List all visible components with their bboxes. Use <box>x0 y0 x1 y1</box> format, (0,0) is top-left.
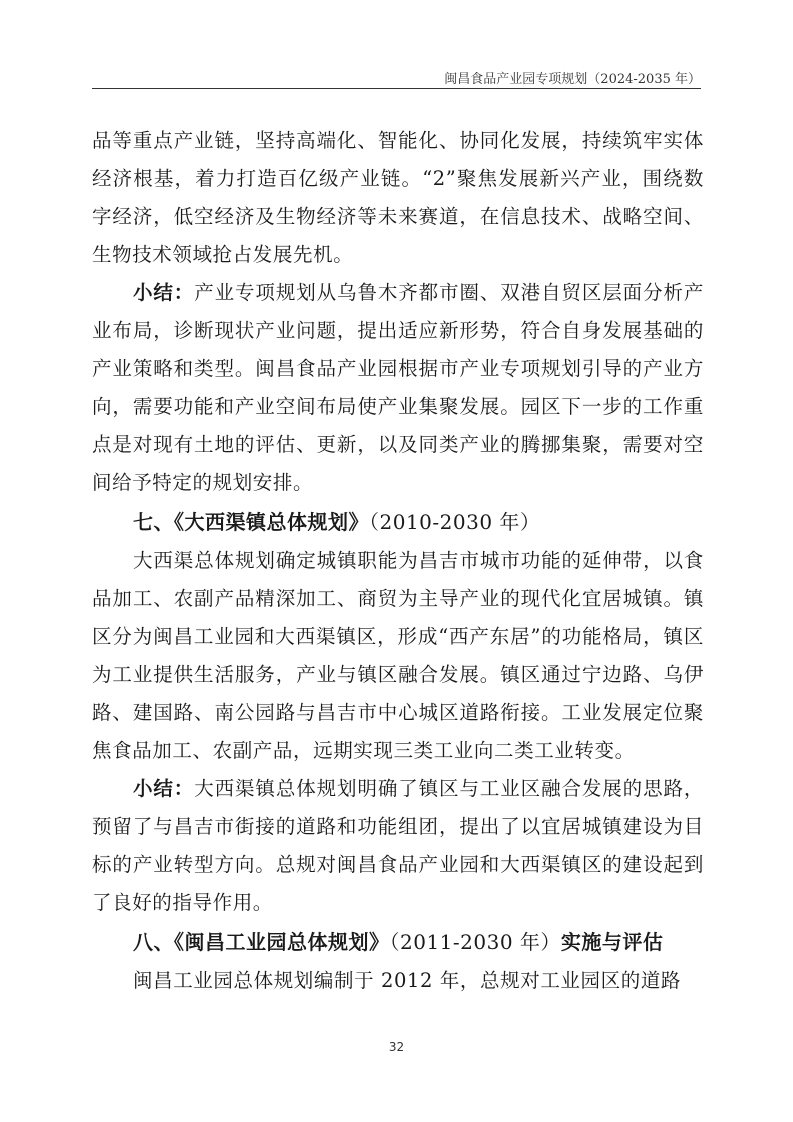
summary-industry-plan <box>92 274 704 502</box>
paragraph-industry-chain: 品等重点产业链，坚持高端化、智能化、协同化发展，持续筑牢实体经济根基，着力打造百亿级产业链。“2”聚焦发展新兴产业，围绕数字经济，低空经济及生物经济等未来赛道，在信息技术、战略空间、生物技术领域抢占发展先机。 <box>92 129 704 266</box>
paragraph-daxiqu-plan: 大西渠总体规划确定城镇职能为昌吉市城市功能的延伸带，以食品加工、农副产品精深加工、商贸为主导产业的现代化宜居城镇。镇区分为闽昌工业园和大西渠镇区，形成“西产东居”的功能格局，镇区为工业提供生活服务，产业与镇区融合发展。镇区通过宁边路、乌伊路、建国路、南公园路与昌吉市中心城区道路衔接。工业发展定位聚焦食品加工、农副产品，远期实现三类工业向二类工业转变。 <box>92 549 704 762</box>
summary-text: 大西渠镇总体规划明确了镇区与工业区融合发展的思路，预留了与昌吉市街接的道路和功能组团，提出了以宜居城镇建设为目标的产业转型方向。总规对闽昌食品产业园和大西渠镇区的建设起到了良好的指导作用。 <box>92 777 704 914</box>
section-title: 八、《闽昌工业园总体规划》 <box>133 930 390 954</box>
document-title: 闽昌食品产业园专项规划（2024-2035 年） <box>444 72 701 87</box>
summary-label: 小结： <box>133 281 195 304</box>
section-title-suffix: 实施与评估 <box>560 930 664 954</box>
summary-text: 产业专项规划从乌鲁木齐都市圈、双港自贸区层面分析产业布局，诊断现状产业问题，提出适应新形势，符合自身发展基础的产业策略和类型。闽昌食品产业园根据市产业专项规划引导的产业方向，需要功能和产业空间布局使产业集聚发展。园区下一步的工作重点是对现有土地的评估、更新，以及同类产业的腾挪集聚，需要对空间给予特定的规划安排。 <box>92 281 704 494</box>
section-heading-7 <box>92 502 704 542</box>
section-heading-8 <box>92 922 704 962</box>
page-number: 32 <box>388 1040 405 1054</box>
page-body <box>92 122 704 1000</box>
paragraph-minchang-plan: 闽昌工业园总体规划编制于 2012 年，总规对工业园区的道路 <box>133 969 682 992</box>
summary-daxiqu-plan <box>92 770 704 922</box>
section-years: （2010-2030 年） <box>369 510 541 534</box>
summary-label: 小结： <box>133 777 195 800</box>
page-header <box>92 66 701 89</box>
section-title: 七、《大西渠镇总体规划》 <box>133 510 369 534</box>
section-years: （2011-2030 年） <box>389 930 561 954</box>
